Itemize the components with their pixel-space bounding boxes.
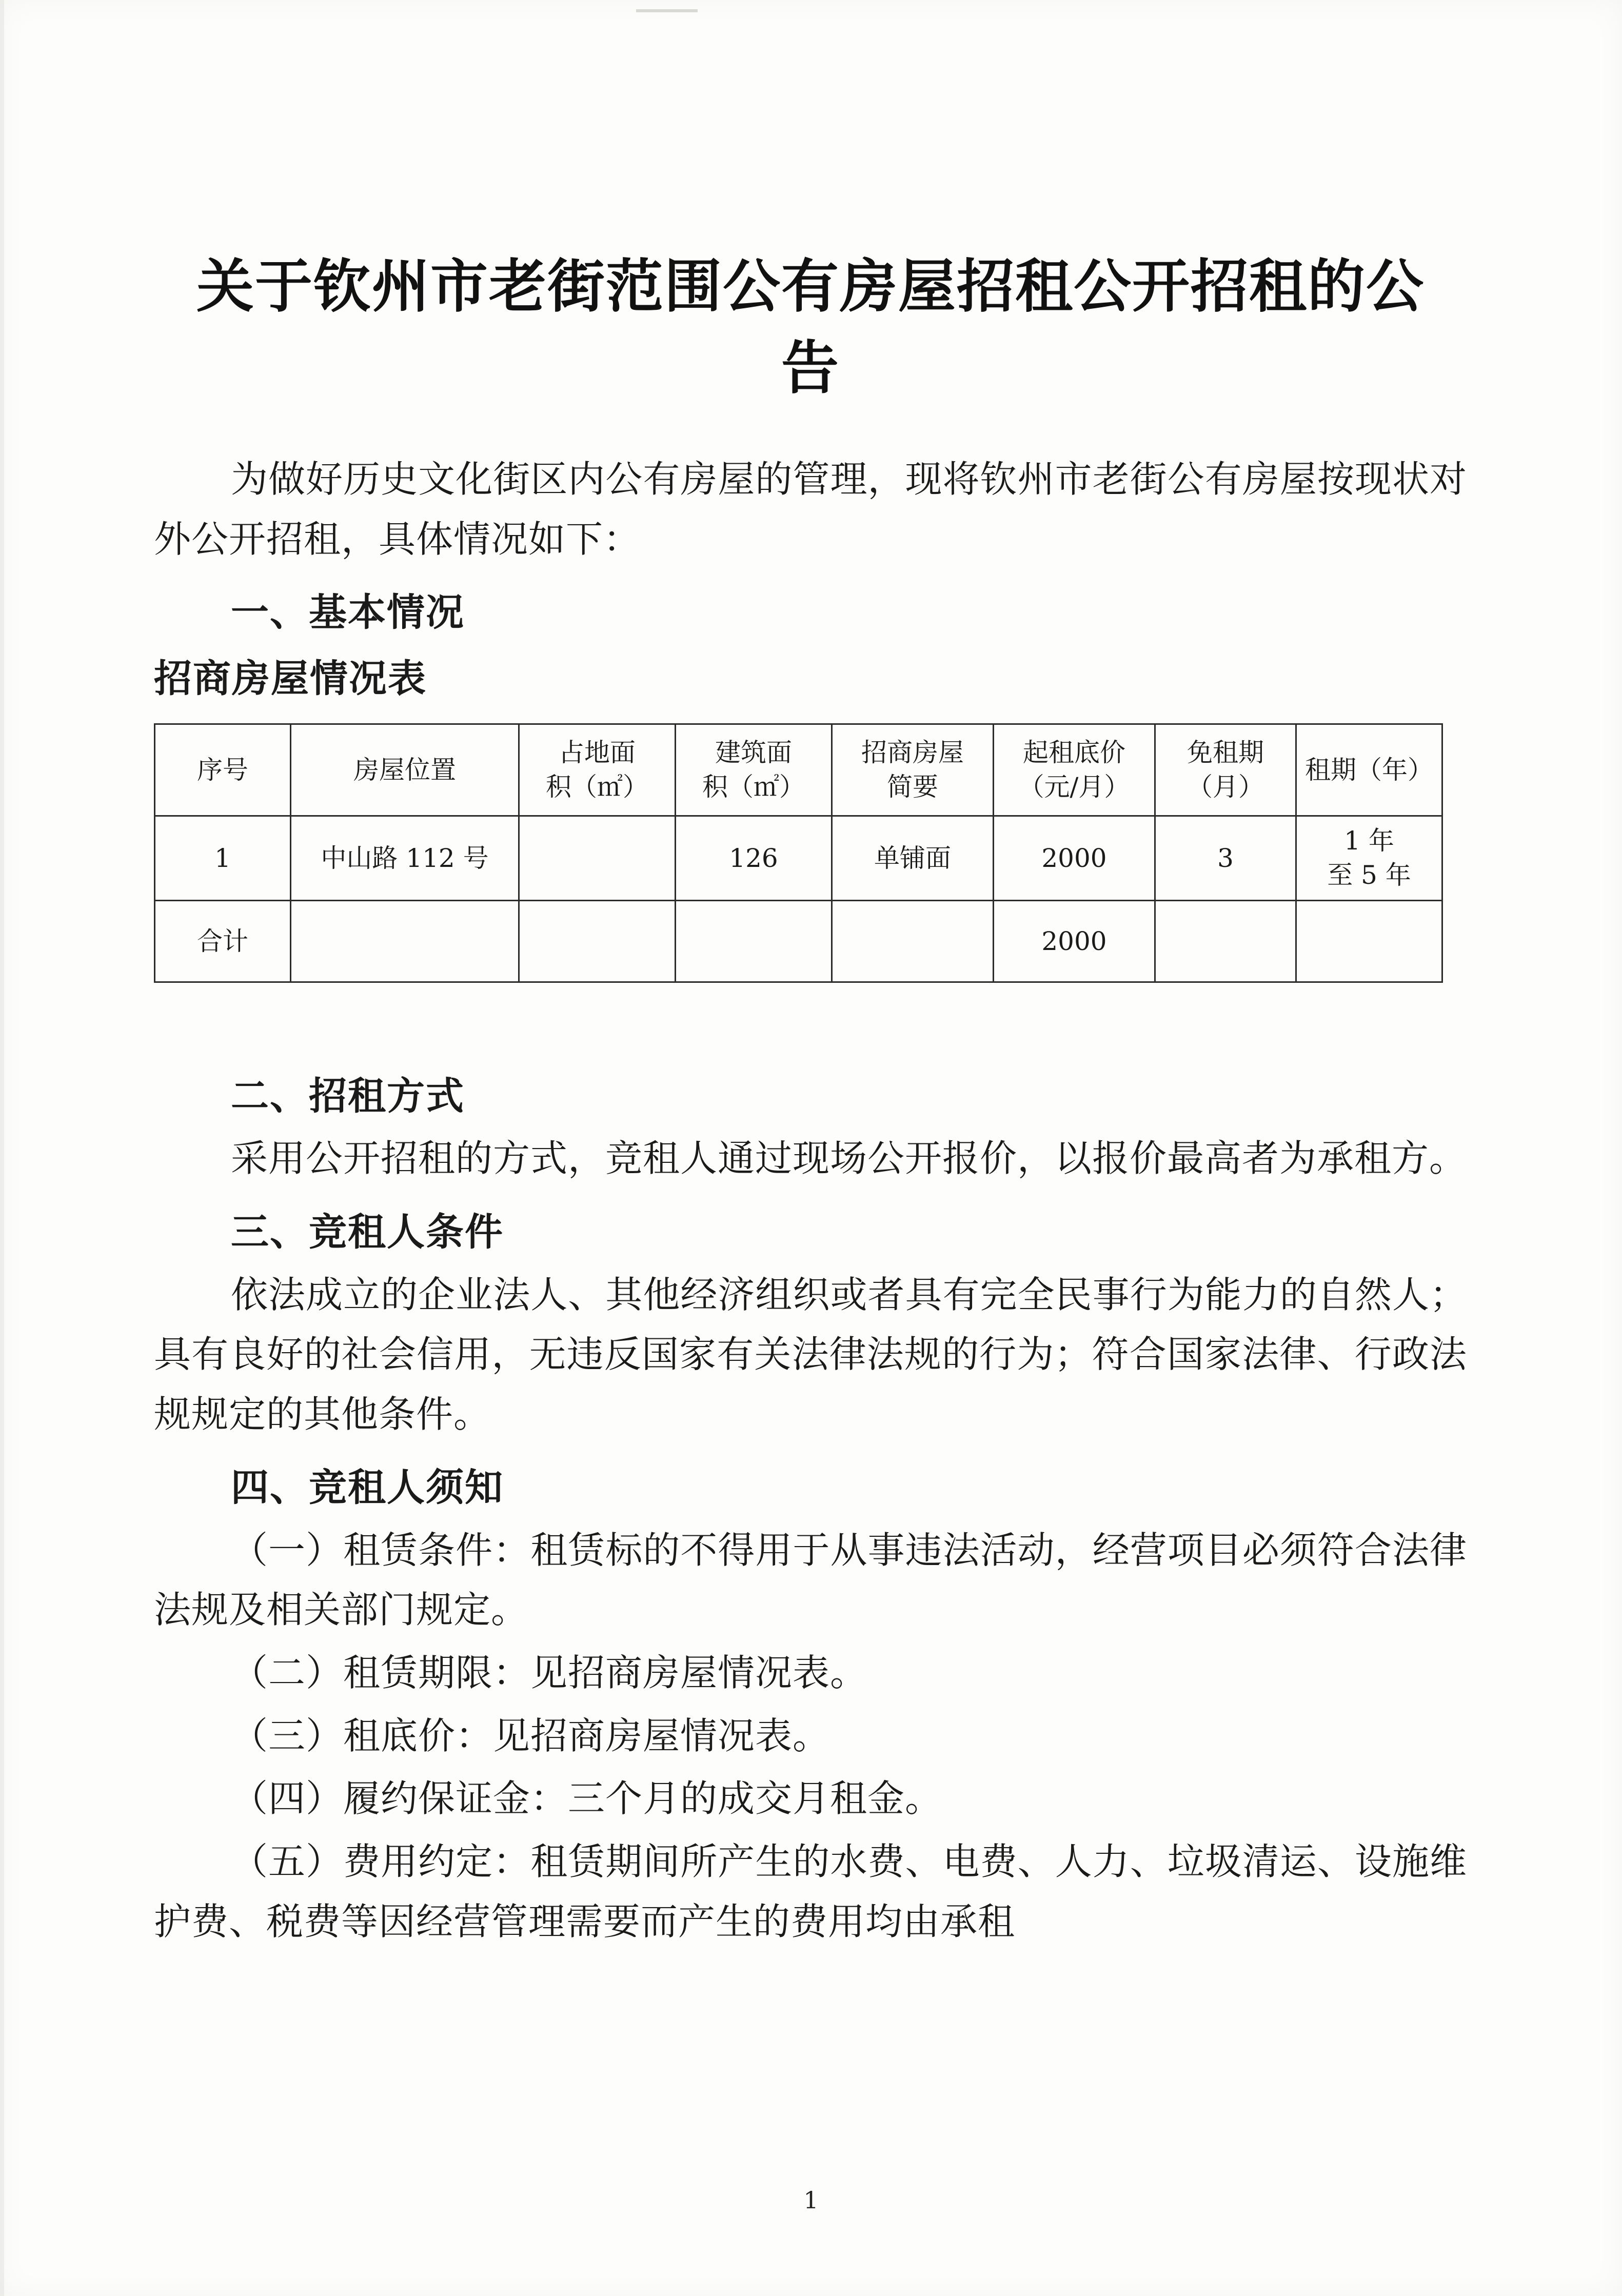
page-title: 关于钦州市老街范围公有房屋招租公开招租的公告 (196, 253, 1425, 402)
table-total-row (155, 901, 1442, 982)
rooms-table (154, 723, 1443, 983)
cell-free-period: 3 (1155, 816, 1296, 901)
section-heading-lease-method: 二、招租方式 (231, 1074, 465, 1119)
notice-item-3: （三）租底价：见招商房屋情况表。 (231, 1714, 830, 1757)
cell-total-label: 合计 (155, 901, 291, 982)
rooms-table-head (155, 724, 1442, 816)
notice-item-4: （四）履约保证金：三个月的成交月租金。 (231, 1777, 943, 1820)
cell-total-free-period (1155, 901, 1296, 982)
cell-index: 1 (155, 816, 291, 901)
intro-paragraph: 为做好历史文化街区内公有房屋的管理，现将钦州市老街公有房屋按现状对外公开招租，具体情况如下： (154, 458, 1467, 561)
section-heading-bidder-conditions: 三、竞租人条件 (231, 1210, 504, 1255)
section-body-bidder-conditions: 依法成立的企业法人、其他经济组织或者具有完全民事行为能力的自然人；具有良好的社会信用，无违反国家有关法律法规的行为；符合国家法律、行政法规规定的其他条件。 (154, 1273, 1467, 1436)
header-cell-summary: 招商房屋 简要 (832, 724, 994, 816)
header-cell-free-period: 免租期 （月） (1155, 724, 1296, 816)
cell-summary: 单铺面 (832, 816, 994, 901)
section-heading-bidder-notice: 四、竞租人须知 (231, 1466, 504, 1510)
cell-lease-term: 1 年 至 5 年 (1296, 816, 1442, 901)
header-cell-lease-term: 租期（年） (1296, 724, 1442, 816)
cell-building-area: 126 (676, 816, 832, 901)
table-caption: 招商房屋情况表 (154, 656, 427, 701)
header-cell-land-area: 占地面 积（㎡） (519, 724, 676, 816)
section-heading-basic-info: 一、基本情况 (231, 590, 465, 635)
spacer (154, 1003, 1467, 1053)
header-cell-location: 房屋位置 (291, 724, 519, 816)
cell-total-summary (832, 901, 994, 982)
section-body-lease-method: 采用公开招租的方式，竞租人通过现场公开报价，以报价最高者为承租方。 (231, 1137, 1467, 1180)
cell-total-land-area (519, 901, 676, 982)
notice-item-5: （五）费用约定：租赁期间所产生的水费、电费、人力、垃圾清运、设施维护费、税费等因经营管理需要而产生的费用均由承租 (154, 1839, 1467, 1943)
cell-total-base-price: 2000 (994, 901, 1155, 982)
cell-location: 中山路 112 号 (291, 816, 519, 901)
cell-total-lease-term (1296, 901, 1442, 982)
notice-item-1: （一）租赁条件：租赁标的不得用于从事违法活动，经营项目必须符合法律法规及相关部门规定。 (154, 1528, 1467, 1632)
header-cell-index: 序号 (155, 724, 291, 816)
document-body (154, 246, 1467, 1954)
cell-base-price: 2000 (994, 816, 1155, 901)
header-cell-base-price: 起租底价 （元/月） (994, 724, 1155, 816)
header-cell-building-area: 建筑面 积（㎡） (676, 724, 832, 816)
cell-total-building-area (676, 901, 832, 982)
page-number: 1 (803, 2186, 819, 2214)
scan-artifact-edge (0, 0, 4, 2296)
table-header-row (155, 724, 1442, 816)
cell-land-area (519, 816, 676, 901)
rooms-table-body (155, 816, 1442, 982)
table-row (155, 816, 1442, 901)
scan-artifact-top (636, 9, 698, 12)
cell-total-location (291, 901, 519, 982)
notice-item-2: （二）租赁期限：见招商房屋情况表。 (231, 1651, 868, 1695)
